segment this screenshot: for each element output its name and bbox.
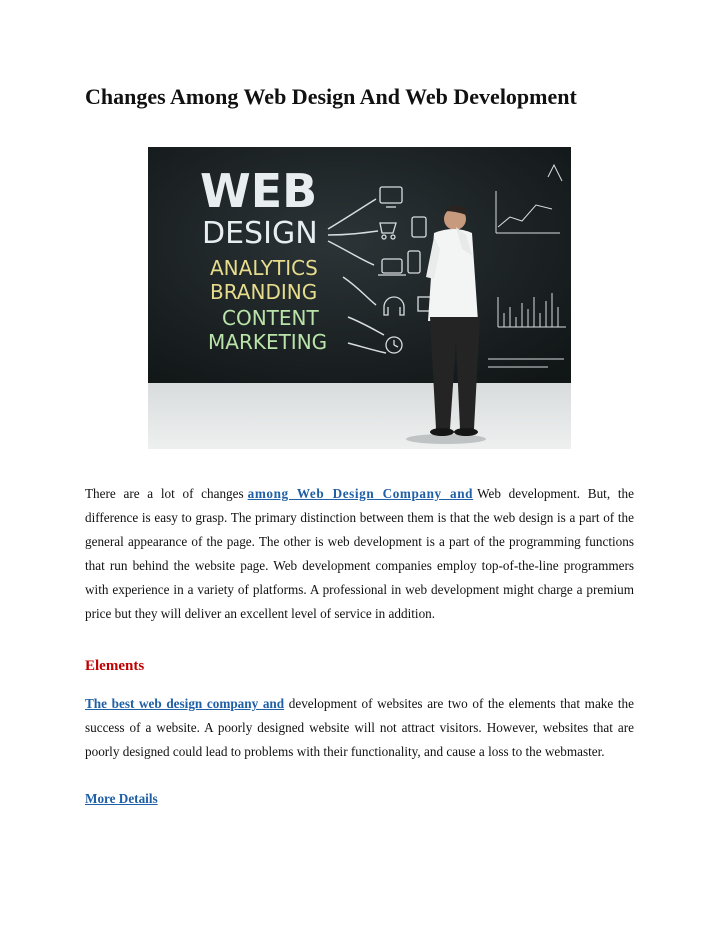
paragraph-intro-body: Web development. But, the difference is easy to grasp. The primary distinction between them is that the web design is a part of the general appearance of the page. The other is web development is a part of the programming functions that run behind the website page. Web development companies employ top-of-the-line programmers with experience in a variety of platforms. A professional in web development might charge a premium price but they will deliver an excellent level of service in addition.	[85, 486, 634, 621]
more-details-link[interactable]: More Details	[85, 791, 158, 806]
paragraph-elements-body: development of websites are two of the elements that make the success of a website. A poorly designed website will not attract visitors. However, websites that are poorly designed could lead to problems with their functionality, and cause a loss to the webmaster.	[85, 696, 635, 759]
board-word-analytics: ANALYTICS	[210, 256, 318, 280]
section-heading-elements: Elements	[85, 658, 145, 674]
board-word-content: CONTENT	[222, 306, 319, 330]
paragraph-elements	[85, 692, 634, 764]
paragraph-intro-lead: There are a lot of changes	[85, 486, 244, 501]
best-web-design-company-link[interactable]: The best web design company and	[85, 696, 285, 711]
board-word-design: DESIGN	[202, 216, 318, 251]
board-word-marketing: MARKETING	[208, 330, 328, 354]
hero-image	[148, 147, 571, 449]
board-word-web: WEB	[200, 164, 318, 218]
paragraph-intro	[85, 482, 634, 626]
page-title: Changes Among Web Design And Web Development	[85, 84, 577, 109]
web-design-company-link[interactable]: among Web Design Company and	[247, 486, 474, 501]
chalkboard-illustration	[148, 147, 571, 449]
board-word-branding: BRANDING	[210, 280, 318, 304]
